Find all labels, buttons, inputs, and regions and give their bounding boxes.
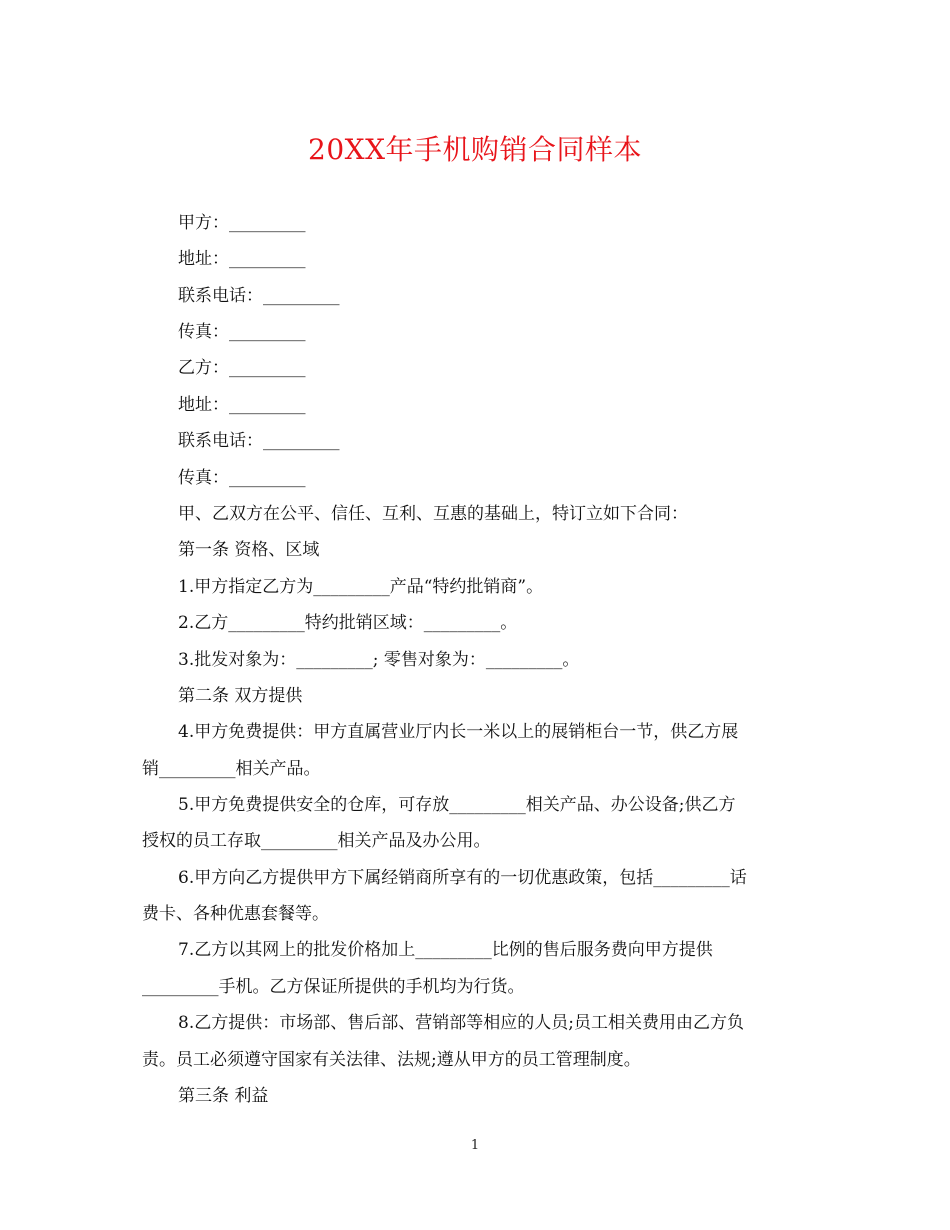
article-2-item-4-line-2: 销_________相关产品。 xyxy=(142,759,321,779)
party-b-phone: 联系电话：_________ xyxy=(178,431,340,451)
article-1-item-3: 3.批发对象为：_________; 零售对象为：_________。 xyxy=(178,650,580,670)
party-a-name: 甲方：_________ xyxy=(178,213,306,233)
article-1-item-2: 2.乙方_________特约批销区域：_________。 xyxy=(178,613,518,633)
article-2-heading: 第二条 双方提供 xyxy=(178,686,303,706)
article-3-heading: 第三条 利益 xyxy=(178,1086,269,1106)
article-2-item-5-line-1: 5.甲方免费提供安全的仓库，可存放_________相关产品、办公设备;供乙方 xyxy=(178,795,736,815)
party-b-address: 地址：_________ xyxy=(178,395,306,415)
article-2-item-8-line-2: 责。员工必须遵守国家有关法律、法规;遵从甲方的员工管理制度。 xyxy=(142,1050,641,1070)
article-1-item-1: 1.甲方指定乙方为_________产品“特约批销商”。 xyxy=(178,577,544,597)
article-1-heading: 第一条 资格、区域 xyxy=(178,540,320,560)
document-title: 20XX年手机购销合同样本 xyxy=(308,133,642,166)
preamble-text: 甲、乙双方在公平、信任、互利、互惠的基础上，特订立如下合同： xyxy=(178,504,688,524)
article-2-item-6-line-1: 6.甲方向乙方提供甲方下属经销商所享有的一切优惠政策，包括_________话 xyxy=(178,868,747,888)
article-2-item-4-line-1: 4.甲方免费提供：甲方直属营业厅内长一米以上的展销柜台一节，供乙方展 xyxy=(178,722,739,742)
party-a-phone: 联系电话：_________ xyxy=(178,286,340,306)
article-2-item-7-line-1: 7.乙方以其网上的批发价格加上_________比例的售后服务费向甲方提供 xyxy=(178,940,713,960)
article-2-item-6-line-2: 费卡、各种优惠套餐等。 xyxy=(142,904,329,924)
page-number: 1 xyxy=(470,1138,480,1153)
article-2-item-5-line-2: 授权的员工存取_________相关产品及办公用。 xyxy=(142,831,491,851)
article-2-item-7-line-2: _________手机。乙方保证所提供的手机均为行货。 xyxy=(142,977,525,997)
party-a-fax: 传真：_________ xyxy=(178,322,306,342)
party-b-fax: 传真：_________ xyxy=(178,468,306,488)
article-2-item-8-line-1: 8.乙方提供：市场部、售后部、营销部等相应的人员;员工相关费用由乙方负 xyxy=(178,1013,744,1033)
party-a-address: 地址：_________ xyxy=(178,249,306,269)
party-b-name: 乙方：_________ xyxy=(178,358,306,378)
